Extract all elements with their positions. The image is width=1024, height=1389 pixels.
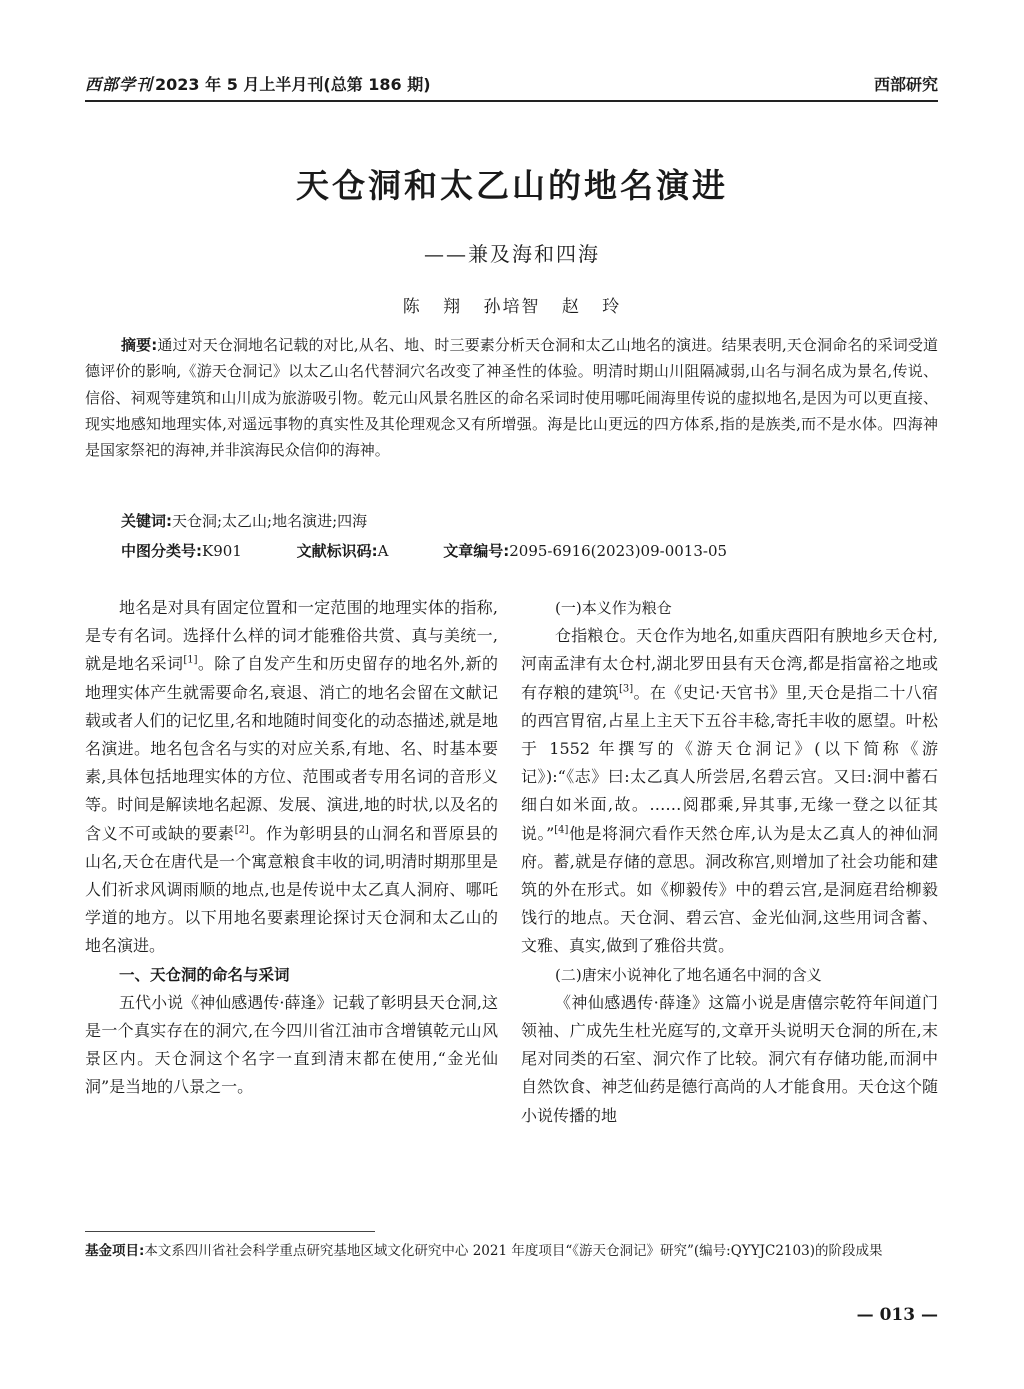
article-number: 文章编号:2095-6916(2023)09-0013-05 <box>443 542 728 560</box>
section-heading: 一、天仓洞的命名与采词 <box>119 965 290 984</box>
funding-footnote <box>85 1240 938 1262</box>
article-title: 天仓洞和太乙山的地名演进 <box>296 166 728 205</box>
funding-text: 本文系四川省社会科学重点研究基地区域文化研究中心 2021 年度项目“《游天仓洞记》研究”(编号:QYYJC2103)的阶段成果 <box>144 1243 883 1259</box>
paragraph: 仓指粮仓。天仓作为地名,如重庆酉阳有腴地乡天仓村,河南孟津有太仓村,湖北罗田县有天仓湾,都是指富裕之地或有存粮的建筑[3]。在《史记·天官书》里,天仓是指二十八宿的西宫胃宿,占星上主天下五谷丰稔,寄托丰收的愿望。叶松于 1552 年撰写的《游天仓洞记》(以下简称《游记》):“《志》曰:太乙真人所尝居,名碧云宫。又曰:洞中蓄石细白如米面,故。……阅郡乘,异其事,无缘一登之以征其说。”[4]他是将洞穴看作天然仓库,认为是太乙真人的神仙洞府。蓄,就是存储的意思。洞改称宫,则增加了社会功能和建筑的外在形式。如《柳毅传》中的碧云宫,是洞庭君给柳毅饯行的地点。天仓洞、碧云宫、金光仙洞,这些用词含蓄、文雅、真实,做到了雅俗共赏。 <box>521 626 938 956</box>
funding-label: 基金项目: <box>85 1243 145 1259</box>
journal-name: 西部学刊 <box>85 75 154 94</box>
subsection-heading: (二)唐宋小说神化了地名通名中洞的含义 <box>555 965 822 984</box>
clc-code: 中图分类号:K901 <box>121 542 242 560</box>
page-number: — 013 — <box>856 1305 938 1325</box>
citation-ref: [4] <box>554 824 569 836</box>
running-header-left <box>85 72 431 95</box>
keywords-text: 天仓洞;太乙山;地名演进;四海 <box>172 512 368 530</box>
document-code: 文献标识码:A <box>296 542 389 560</box>
header-rule <box>85 100 938 102</box>
keywords-label: 关键词: <box>121 512 172 530</box>
issue-info: 2023 年 5 月上半月刊(总第 186 期) <box>155 75 431 94</box>
citation-ref: [1] <box>183 655 198 667</box>
citation-ref: [2] <box>234 824 249 836</box>
abstract <box>85 332 938 463</box>
paragraph: 《神仙感遇传·薛逢》这篇小说是唐僖宗乾符年间道门领袖、广成先生杜光庭写的,文章开头说明天仓洞的所在,末尾对同类的石室、洞穴作了比较。洞穴有存储功能,而洞中自然饮食、神芝仙药是德行高尚的人才能食用。天仓这个随小说传播的地 <box>521 992 938 1125</box>
body-column-right <box>521 594 938 1130</box>
article-subtitle: ——兼及海和四海 <box>424 242 600 266</box>
keywords <box>121 510 367 531</box>
section-name: 西部研究 <box>873 75 938 94</box>
footnote-rule <box>85 1231 375 1232</box>
classification-line <box>121 540 938 561</box>
abstract-text: 通过对天仓洞地名记载的对比,从名、地、时三要素分析天仓洞和太乙山地名的演进。结果表明,天仓洞命名的采词受道德评价的影响,《游天仓洞记》以太乙山名代替洞穴名改变了神圣性的体验。明清时期山川阻隔减弱,山名与洞名成为景名,传说、信俗、祠观等建筑和山川成为旅游吸引物。乾元山风景名胜区的命名采词时使用哪吒闹海里传说的虚拟地名,是因为可以更直接、现实地感知地理实体,对遥远事物的真实性及其伦理观念又有所增强。海是比山更远的四方体系,指的是族类,而不是水体。四海神是国家祭祀的海神,并非滨海民众信仰的海神。 <box>85 336 938 460</box>
subsection-heading: (一)本义作为粮仓 <box>555 599 672 617</box>
paragraph: 五代小说《神仙感遇传·薛逢》记载了彰明县天仓洞,这是一个真实存在的洞穴,在今四川省江油市含增镇乾元山风景区内。天仓洞这个名字一直到清末都在使用,“金光仙洞”是当地的八景之一。 <box>85 992 498 1097</box>
body-column-left <box>85 594 498 1102</box>
paragraph: 地名是对具有固定位置和一定范围的地理实体的指称,是专有名词。选择什么样的词才能雅俗共赏、真与美统一,就是地名采词[1]。除了自发产生和历史留存的地名外,新的地理实体产生就需要命名,衰退、消亡的地名会留在文献记载或者人们的记忆里,名和地随时间变化的动态描述,就是地名演进。地名包含名与实的对应关系,有地、名、时基本要素,具体包括地理实体的方位、范围或者专用名词的音形义等。时间是解读地名起源、发展、演进,地的时状,以及名的含义不可或缺的要素[2]。作为彰明县的山洞名和晋原县的山名,天仓在唐代是一个寓意粮食丰收的词,明清时期那里是人们祈求风调雨顺的地点,也是传说中太乙真人洞府、哪吒学道的地方。以下用地名要素理论探讨天仓洞和太乙山的地名演进。 <box>85 598 498 956</box>
authors: 陈 翔 孙培智 赵 玲 <box>402 297 622 317</box>
abstract-label: 摘要: <box>121 336 158 354</box>
citation-ref: [3] <box>619 683 634 695</box>
